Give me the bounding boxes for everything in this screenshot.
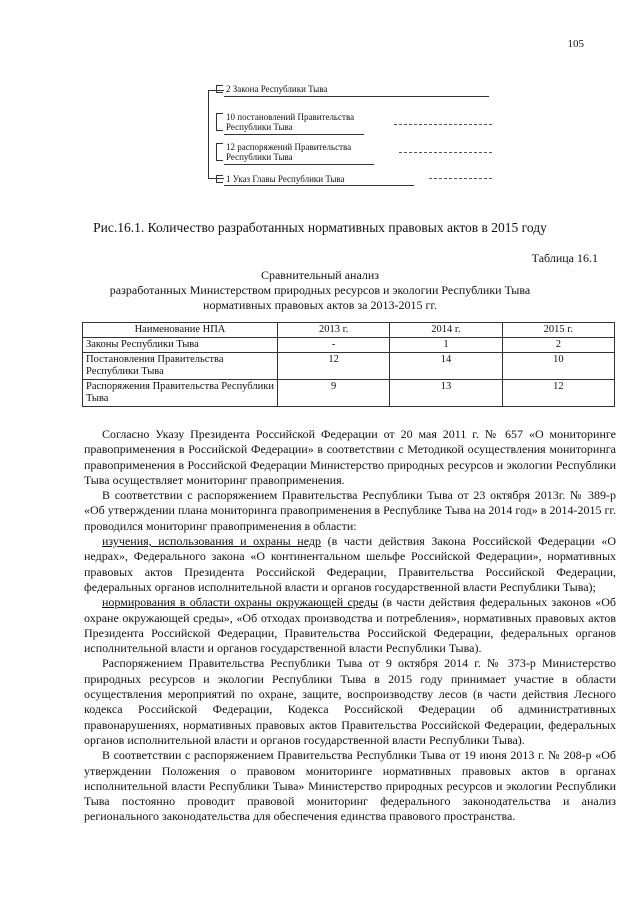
table-title: Сравнительный анализ разработанных Министерством природных ресурсов и экологии Республики Тыва нормативных правовых актов за 2013-2015 гг. [109, 268, 531, 312]
table-row [83, 353, 615, 380]
paragraph: В соответствии с распоряжением Правительства Республики Тыва от 23 октября 2013г. № 389-р «Об утверждении плана мониторинга правоприменения в Республике Тыва на 2014 год» в 2014-2015 гг. проводился мониторинг правоприменения в области: [84, 488, 616, 533]
figure-spine [208, 90, 209, 178]
body-text [84, 427, 616, 825]
table-number: Таблица 16.1 [531, 251, 598, 265]
page-number: 105 [567, 38, 584, 50]
table-cell: Распоряжения Правительства Республики Тыва [83, 380, 278, 407]
table-cell: Постановления Правительства Республики Тыва [83, 353, 278, 380]
table-header: Наименование НПА [83, 323, 278, 338]
table-header: 2014 г. [390, 323, 502, 338]
figure-npa-count [196, 78, 516, 198]
table-row [83, 338, 615, 353]
paragraph: В соответствии с распоряжением Правительства Республики Тыва от 19 июня 2013 г. № 208-р «Об утверждении Положения о правовом мониторинге нормативных правовых актов в органах исполнительной власти Республики Тыва» Министерство природных ресурсов и экологии Республики Тыва постоянно проводит правовой мониторинг федерального законодательства и анализ регионального законодательства для обеспечения единства правового пространства. [84, 748, 616, 824]
comparison-table [82, 322, 615, 407]
underlined-term: изучения, использования и охраны недр [102, 534, 321, 549]
table-cell: 1 [390, 338, 502, 353]
table-header: 2013 г. [278, 323, 390, 338]
paragraph: Согласно Указу Президента Российской Федерации от 20 мая 2011 г. № 657 «О мониторинге правоприменения в Российской Федерации» в соответствии с Методикой осуществления мониторинга правоприменения в Российской Федерации Министерство природных ресурсов и экологии Республики Тыва осуществляет мониторинг правоприменения. [84, 427, 616, 487]
table-cell: 12 [278, 353, 390, 380]
paragraph: нормирования в области охраны окружающей среды (в части действия федеральных законов «Об охране окружающей среды», «Об отходах производства и потребления», нормативных правовых актов Президента Российской Федерации, Правительства Российской Федерации, федеральных органов исполнительной власти и органов государственной власти Республики Тыва). [84, 595, 616, 656]
table-row [83, 380, 615, 407]
paragraph: изучения, использования и охраны недр (в части действия Закона Российской Федерации «О недрах», Федерального закона «О континентальном шельфе Российской Федерации», нормативных правовых актов Президента Российской Федерации, Правительства Российской Федерации, федеральных органов исполнительной власти и органов государственной власти Республики Тыва); [84, 534, 616, 594]
figure-item-orders: 12 распоряжений Правительства Республики Тыва [224, 142, 384, 162]
paragraph: Распоряжением Правительства Республики Тыва от 9 октября 2014 г. № 373-р Министерство природных ресурсов и экологии Республики Тыва в 2015 году принимает участие в области осуществления мероприятий по охране, защите, воспроизводству лесов (в части действия Лесного кодекса Российской Федерации, Кодекса Российской Федерации об административных правонарушениях, нормативных правовых актов Правительства Российской Федерации, федеральных органов исполнительной власти и органов государственной власти Республики Тыва). [84, 656, 616, 747]
table-cell: 2 [502, 338, 614, 353]
figure-item-decree: 1 Указ Главы Республики Тыва [224, 174, 424, 184]
table-header: 2015 г. [502, 323, 614, 338]
table-cell: 9 [278, 380, 390, 407]
figure-item-laws: 2 Закона Республики Тыва [224, 84, 424, 94]
figure-caption: Рис.16.1. Количество разработанных нормативных правовых актов в 2015 году [93, 220, 547, 235]
table-cell: - [278, 338, 390, 353]
table-cell: 14 [390, 353, 502, 380]
table-cell: 13 [390, 380, 502, 407]
table-cell: Законы Республики Тыва [83, 338, 278, 353]
table-header-row [83, 323, 615, 338]
table-cell: 10 [502, 353, 614, 380]
figure-item-resolutions: 10 постановлений Правительства Республики Тыва [224, 112, 384, 132]
table-cell: 12 [502, 380, 614, 407]
underlined-term: нормирования в области охраны окружающей среды [102, 595, 379, 610]
